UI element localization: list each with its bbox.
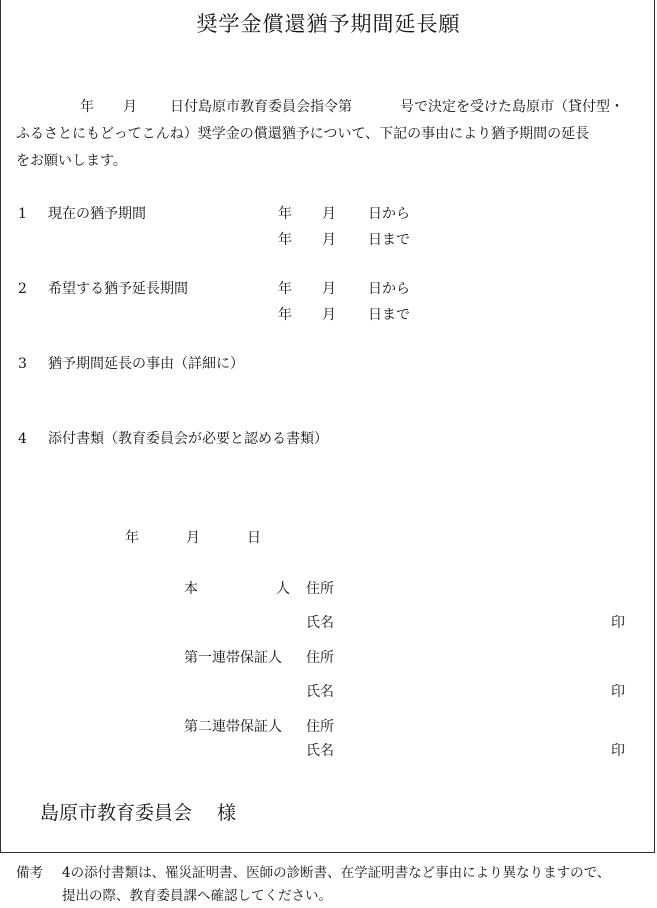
item-2-number: 2 — [18, 281, 27, 297]
desired-from-day: 日から — [368, 281, 410, 297]
intro-line-3: をお願いします。 — [16, 153, 127, 169]
page-title: 奨学金償還猶予期間延長願 — [196, 12, 461, 36]
current-until-day: 日まで — [368, 232, 410, 248]
applicant-label-a: 本 — [184, 581, 198, 597]
guarantor-1-address-label: 住所 — [306, 650, 334, 666]
current-from-month: 月 — [322, 206, 336, 222]
current-from-year: 年 — [278, 206, 292, 222]
current-from-day: 日から — [368, 206, 410, 222]
application-year: 年 — [125, 530, 139, 546]
guarantor-1-label: 第一連帯保証人 — [184, 650, 282, 666]
applicant-address-label: 住所 — [306, 581, 334, 597]
desired-until-day: 日まで — [368, 307, 410, 323]
note-line-1: 4の添付書類は、罹災証明書、医師の診断書、在学証明書など事由により異なりますので、 — [62, 865, 611, 881]
item-2-label: 希望する猶予延長期間 — [48, 281, 188, 297]
guarantor-2-seal: 印 — [611, 743, 625, 759]
item-1-label: 現在の猶予期間 — [48, 206, 146, 222]
application-month: 月 — [186, 530, 200, 546]
item-4-label: 添付書類（教育委員会が必要と認める書類） — [48, 431, 328, 447]
applicant-seal: 印 — [611, 615, 625, 631]
intro-line-2: ふるさとにもどってこんね）奨学金の償還猶予について、下記の事由により猶予期間の延長 — [16, 126, 590, 142]
applicant-name-label: 氏名 — [306, 615, 334, 631]
guarantor-1-name-label: 氏名 — [306, 684, 334, 700]
desired-until-year: 年 — [278, 307, 292, 323]
desired-until-month: 月 — [322, 307, 336, 323]
desired-from-month: 月 — [322, 281, 336, 297]
guarantor-1-seal: 印 — [611, 684, 625, 700]
current-until-month: 月 — [322, 232, 336, 248]
note-line-2: 提出の際、教育委員課へ確認してください。 — [62, 888, 332, 904]
item-3-number: 3 — [18, 356, 27, 372]
applicant-label-b: 人 — [276, 581, 290, 597]
current-until-year: 年 — [278, 232, 292, 248]
note-label: 備考 — [16, 865, 43, 881]
desired-from-year: 年 — [278, 281, 292, 297]
intro-decision-ref: 日付島原市教育委員会指令第 — [170, 99, 352, 115]
addressee: 島原市教育委員会 様 — [40, 802, 237, 824]
intro-decision-tail: 号で決定を受けた島原市（貸付型・ — [400, 99, 624, 115]
guarantor-2-address-label: 住所 — [306, 719, 334, 735]
application-day: 日 — [247, 530, 261, 546]
intro-year: 年 — [80, 99, 94, 115]
item-3-label: 猶予期間延長の事由（詳細に） — [48, 356, 244, 372]
item-1-number: 1 — [18, 206, 27, 222]
guarantor-2-name-label: 氏名 — [306, 743, 334, 759]
item-4-number: 4 — [18, 431, 27, 447]
guarantor-2-label: 第二連帯保証人 — [184, 719, 282, 735]
intro-month: 月 — [123, 99, 137, 115]
